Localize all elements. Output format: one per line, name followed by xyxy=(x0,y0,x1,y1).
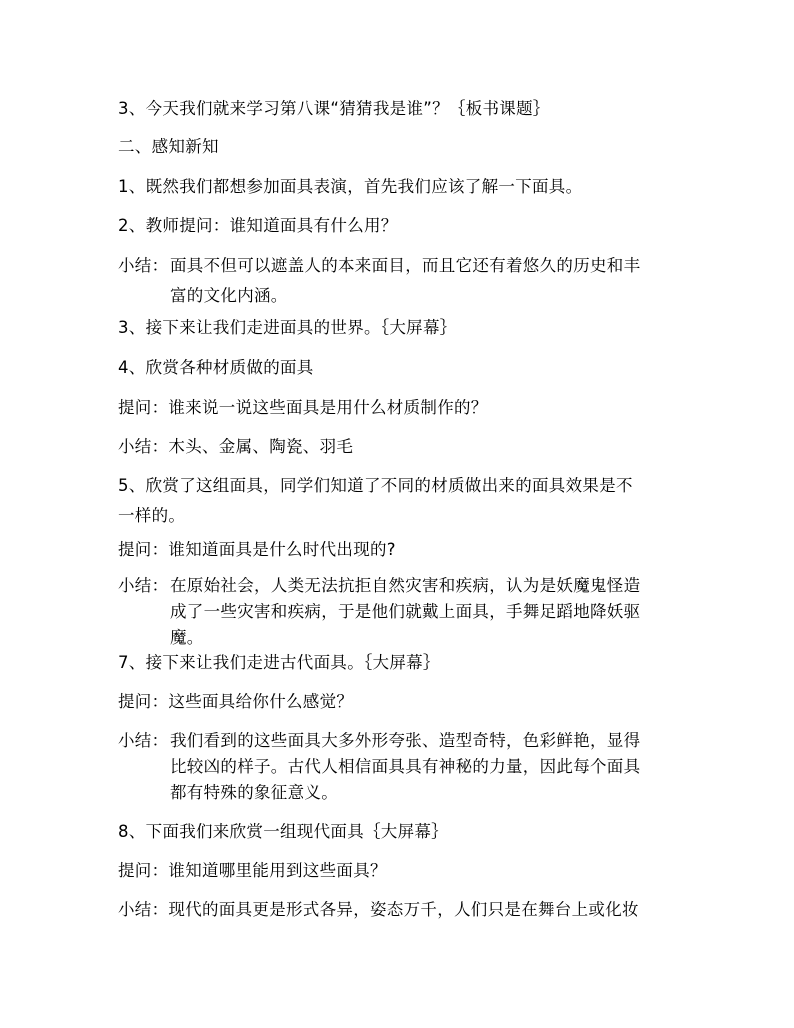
paragraph-item-2: 2、教师提问：谁知道面具有什么用？ xyxy=(118,216,398,235)
question-paragraph: 提问：这些面具给你什么感觉？ xyxy=(118,692,354,711)
paragraph-item-5 xyxy=(118,472,633,530)
summary-text-line: 我们看到的这些面具大多外形夸张、造型奇特，色彩鲜艳，显得 xyxy=(170,731,641,750)
summary-text-line: 在原始社会，人类无法抗拒自然灾害和疾病，认为是妖魔鬼怪造 xyxy=(170,576,641,595)
paragraph-item-8: 8、下面我们来欣赏一组现代面具｛大屏幕｝ xyxy=(118,822,448,841)
paragraph-text-line: 5、欣赏了这组面具，同学们知道了不同的材质做出来的面具效果是不 xyxy=(118,476,633,495)
summary-text-line: 魔。 xyxy=(170,628,204,647)
paragraph-item-4: 4、欣赏各种材质做的面具 xyxy=(118,358,314,377)
question-paragraph: 提问：谁知道面具是什么时代出现的? xyxy=(118,540,396,559)
section-heading: 二、感知新知 xyxy=(118,137,219,156)
summary-text-line: 比较凶的样子。古代人相信面具具有神秘的力量，因此每个面具 xyxy=(170,757,641,776)
paragraph-text-line: 一样的。 xyxy=(118,506,186,525)
question-paragraph: 提问：谁来说一说这些面具是用什么材质制作的？ xyxy=(118,398,488,417)
paragraph-lesson-title: 3、今天我们就来学习第八课“猜猜我是谁”？｛板书课题｝ xyxy=(118,99,550,118)
paragraph-item-3: 3、接下来让我们走进面具的世界。｛大屏幕｝ xyxy=(118,318,457,337)
summary-text-line: 富的文化内涵。 xyxy=(170,286,288,305)
summary-paragraph: 小结：木头、金属、陶瓷、羽毛 xyxy=(118,437,354,456)
question-paragraph: 提问：谁知道哪里能用到这些面具？ xyxy=(118,861,387,880)
summary-label: 小结： xyxy=(118,256,169,275)
summary-paragraph: 小结：现代的面具更是形式各异，姿态万千，人们只是在舞台上或化妆 xyxy=(118,900,639,919)
summary-text-line: 都有特殊的象征意义。 xyxy=(170,783,338,802)
summary-label: 小结： xyxy=(118,731,169,750)
paragraph-item-1: 1、既然我们都想参加面具表演，首先我们应该了解一下面具。 xyxy=(118,177,583,196)
paragraph-item-7: 7、接下来让我们走进古代面具。｛大屏幕｝ xyxy=(118,653,440,672)
summary-label: 小结： xyxy=(118,576,169,595)
summary-text-line: 成了一些灾害和疾病，于是他们就戴上面具，手舞足蹈地降妖驱 xyxy=(170,602,641,621)
summary-text-line: 面具不但可以遮盖人的本来面目，而且它还有着悠久的历史和丰 xyxy=(170,256,641,275)
